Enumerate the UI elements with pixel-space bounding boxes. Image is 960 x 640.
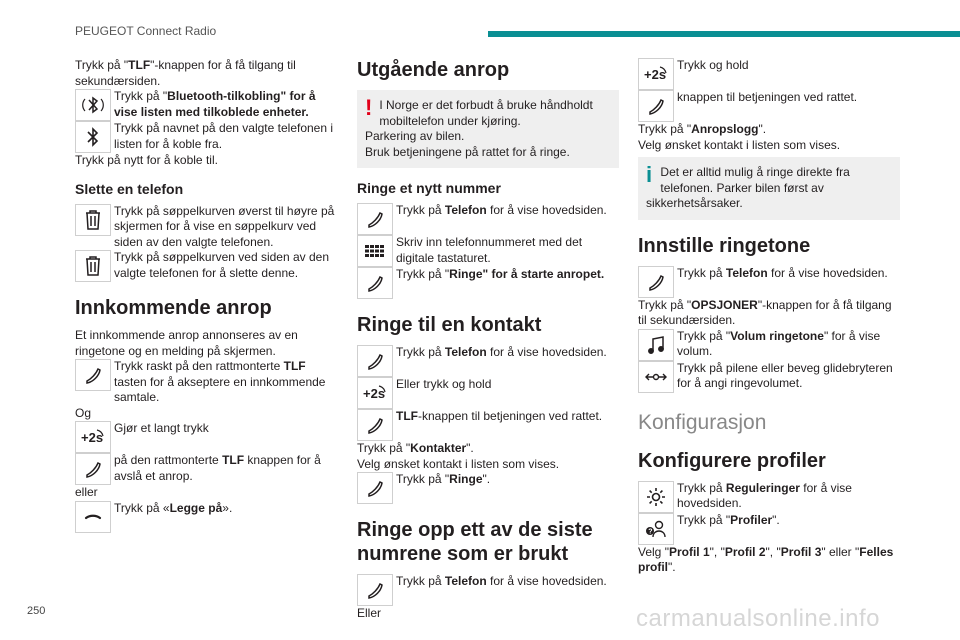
phone-icon <box>357 409 393 441</box>
paragraph: Trykk på "Kontakter". <box>357 441 474 455</box>
phone-icon <box>638 90 674 122</box>
warning-icon: ! <box>365 95 373 120</box>
phone-icon <box>357 345 393 377</box>
phone-icon <box>638 266 674 298</box>
column-3 <box>638 58 900 576</box>
instruction-row: Trykk på «Legge på». <box>75 501 337 533</box>
instruction-row: Trykk på søppelkurven ved siden av den valgte telefonen for å slette denne. <box>75 250 337 282</box>
phone-icon <box>357 267 393 299</box>
slider-icon <box>638 361 674 393</box>
phone-icon <box>357 472 393 504</box>
section-heading: Innstille ringetone <box>638 234 811 257</box>
paragraph: Velg ønsket kontakt i listen som vises. <box>357 456 560 471</box>
music-note-icon <box>638 329 674 361</box>
instruction-row: Trykk på "Ringe". <box>357 472 619 504</box>
paragraph: Og <box>75 405 92 420</box>
column-1 <box>75 58 337 533</box>
page-number: 250 <box>27 605 46 617</box>
paragraph: Velg "Profil 1", "Profil 2", "Profil 3" eller "Felles profil". <box>638 544 894 574</box>
warning-box: ! I Norge er det forbudt å bruke håndholdt mobiltelefon under kjøring. Parkering av bilen. Bruk betjeningene på rattet for å ringe. <box>357 90 619 168</box>
instruction-row: +2s Eller trykk og hold <box>357 377 619 409</box>
phone-icon <box>75 359 111 391</box>
svg-text:+2s: +2s <box>363 386 386 401</box>
paragraph: Trykk på "Anropslogg". <box>638 122 767 136</box>
header-title: PEUGEOT Connect Radio <box>75 24 217 38</box>
instruction-row: på den rattmonterte TLF knappen for å avslå et anrop. <box>75 453 337 485</box>
trash-icon <box>75 204 111 236</box>
instruction-row: Trykk på Telefon for å vise hovedsiden. <box>357 203 619 235</box>
profile-icon <box>638 513 674 545</box>
section-heading: Ringe et nytt nummer <box>357 180 501 196</box>
paragraph: Eller <box>357 606 382 620</box>
two-seconds-icon <box>75 421 111 453</box>
instruction-row: TLF-knappen til betjeningen ved rattet. <box>357 409 619 441</box>
section-heading: Ringe opp ett av de siste numrene som er brukt <box>357 519 593 565</box>
bluetooth-icon <box>75 121 111 153</box>
instruction-row: Trykk på søppelkurven øverst til høyre på skjermen for å vise en søppelkurv ved siden av den valgte telefonen. <box>75 204 337 251</box>
phone-icon <box>357 574 393 606</box>
paragraph: Trykk på nytt for å koble til. <box>75 153 218 167</box>
hang-up-icon <box>75 501 111 533</box>
section-heading: Slette en telefon <box>75 180 184 197</box>
instruction-row: Trykk på Telefon for å vise hovedsiden. <box>357 345 619 377</box>
instruction-row: +2s Gjør et langt trykk <box>75 421 337 453</box>
instruction-row: Trykk på pilene eller beveg glidebryteren for å angi ringevolumet. <box>638 361 900 393</box>
paragraph: Et innkommende anrop annonseres av en ringetone og en melding på skjermen. <box>75 328 298 358</box>
instruction-row: +2s Trykk og hold <box>638 58 900 90</box>
svg-text:+2s: +2s <box>644 67 667 82</box>
two-seconds-icon <box>638 58 674 90</box>
instruction-row: knappen til betjeningen ved rattet. <box>638 90 900 122</box>
paragraph: Trykk på "TLF"-knappen for å få tilgang til sekundærsiden. <box>75 58 296 88</box>
info-box: i Det er alltid mulig å ringe direkte fra telefonen. Parker bilen først av sikkerhetsårsaker. <box>638 157 900 220</box>
keypad-icon <box>357 235 393 267</box>
two-seconds-icon <box>357 377 393 409</box>
paragraph: Velg ønsket kontakt i listen som vises. <box>638 137 841 152</box>
instruction-row: Trykk på Telefon for å vise hovedsiden. <box>638 266 900 298</box>
watermark: carmanualsonline.info <box>636 605 880 632</box>
trash-icon <box>75 250 111 282</box>
instruction-row: Trykk på "Volum ringetone" for å vise volum. <box>638 329 900 361</box>
section-heading: Konfigurere profiler <box>638 449 826 472</box>
instruction-row: Trykk på navnet på den valgte telefonen i listen for å koble fra. <box>75 121 337 153</box>
phone-icon <box>357 203 393 235</box>
instruction-row: Trykk raskt på den rattmonterte TLF tasten for å akseptere en innkommende samtale. <box>75 359 337 406</box>
instruction-row: ? Trykk på "Profiler". <box>638 513 900 545</box>
header-accent-bar <box>488 31 960 37</box>
svg-text:+2s: +2s <box>81 430 104 445</box>
paragraph: Trykk på "OPSJONER"-knappen for å få tilgang til sekundærsiden. <box>638 297 892 327</box>
info-icon: i <box>646 162 653 187</box>
phone-icon <box>75 453 111 485</box>
bluetooth-settings-icon <box>75 89 111 121</box>
chapter-heading: Konfigurasjon <box>638 410 767 434</box>
instruction-row: Skriv inn telefonnummeret med det digitale tastaturet. <box>357 235 619 267</box>
column-2 <box>357 58 619 622</box>
instruction-row: Trykk på "Ringe" for å starte anropet. <box>357 267 619 299</box>
section-heading: Utgående anrop <box>357 59 510 81</box>
gear-icon <box>638 481 674 513</box>
paragraph: eller <box>75 485 98 499</box>
instruction-row: Trykk på "Bluetooth-tilkobling" for å vise listen med tilkoblede enheter. <box>75 89 337 121</box>
instruction-row: Trykk på Reguleringer for å vise hovedsiden. <box>638 481 900 513</box>
section-heading: Ringe til en kontakt <box>357 314 542 336</box>
svg-text:?: ? <box>648 528 653 535</box>
instruction-row: Trykk på Telefon for å vise hovedsiden. <box>357 574 619 606</box>
section-heading: Innkommende anrop <box>75 297 272 319</box>
